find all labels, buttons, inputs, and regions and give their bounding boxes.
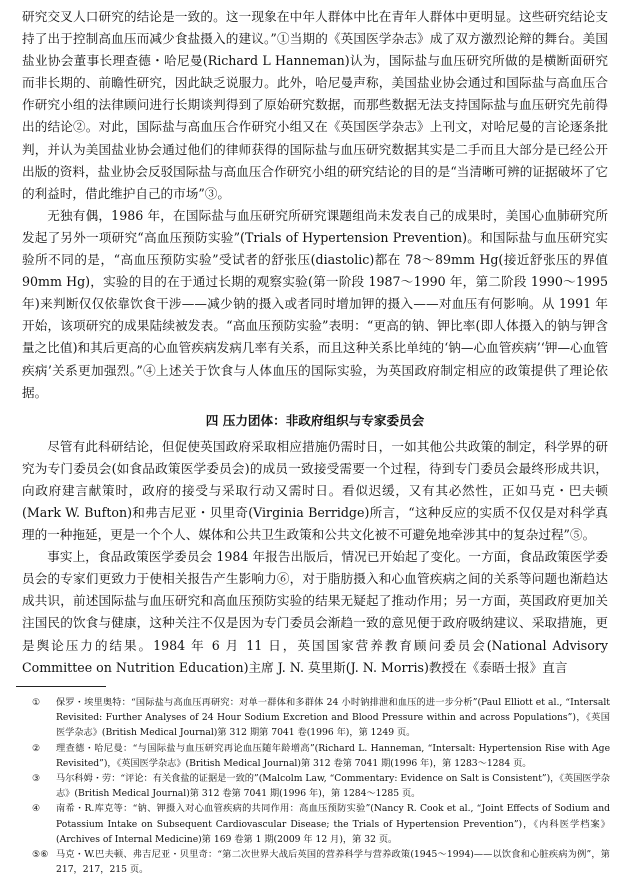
footnote-mark: ④ (32, 803, 41, 815)
paragraph-public-pressure: 事实上，食品政策医学委员会 1984 年报告出版后，情况已开始起了变化。一方面，食品政策医学委员会的专家们更致力于使相关报告产生影响力⑥，对于脂肪摄入和心血管疾病之间的关系等问题也渐趋达成共识，前述国际盐与血压研究和高血压预防实验的结果无疑起了推动作用；另一方面，英国政府更加关注国民的饮食与健康，这种关注不仅是因为专门委员会渐趋一致的意见便于政府吸纳建议、采取措施，更是舆论压力的结果。1984 年 6 月 11 日，英国国家营养教育顾问委员会(National Advisory Committee on Nutrition Education)主席 J. N. 莫里斯(J. N. Morris)教授在《泰晤士报》直言 (22, 549, 608, 675)
footnote-item (24, 801, 610, 847)
footnote-text: 理查德・哈尼曼：“与国际盐与血压研究再论血压随年龄增高”(Richard L. Hanneman, “Intersalt: Hypertension Rise with Age Revisited”)，《英国医学杂志》(British Medical Journal)第 312 卷第 7041 期(1996 年)，第 1283～1284 页。 (56, 742, 610, 769)
footnote-text: 马尔科姆・劳：“评论：有关食盐的证据是一致的”(Malcolm Law, “Commentary: Evidence on Salt is Consistent”)，《英国医学杂志》(British Medical Journal)第 312 卷第 7041 期(1996 年)，第 1284～1285 页。 (56, 773, 610, 800)
footnote-mark: ③ (32, 773, 41, 785)
footnote-item (24, 741, 610, 771)
footnote-text: 南希・R.库克等：“钠、钾摄入对心血管疾病的共同作用：高血压预防实验”(Nancy R. Cook et al., “Joint Effects of Sodium and Potassium Intake on Subsequent Cardiovascular Disease; the Trials of Hypertension Prevention”)，《内科医学档案》(Archives of Internal Medicine)第 169 卷第 1 期(2009 年 12 月)，第 32 页。 (56, 803, 610, 845)
footnotes (24, 695, 610, 877)
footnote-mark: ② (32, 742, 41, 754)
paragraph-intersalt-debate: 研究交叉人口研究的结论是一致的。这一现象在中年人群体中比在青年人群体中更明显。这些研究结论支持了出于控制高血压而减少食盐摄入的建议。”①当期的《英国医学杂志》成了双方激烈论辩的舞台。美国盐业协会董事长理查德・哈尼曼(Richard L Hanneman)认为，国际盐与血压研究所做的是横断面研究而非长期的、前瞻性研究，因此缺乏说服力。此外，哈尼曼声称，美国盐业协会通过和国际盐与高血压合作研究小组的法律顾问进行长期谈判得到了原始研究数据，而那些数据无法支持国际盐与血压研究先前得出的结论②。对此，国际盐与高血压合作研究小组又在《英国医学杂志》上刊文，对哈尼曼的言论逐条批判，并认为美国盐业协会通过他们的律师获得的国际盐与血压研究数据其实是二手而且大部分是已经公开出版的资料，盐业协会反驳国际盐与高血压合作研究小组的研究结论的目的是“当清晰可辨的证据破坏了它的利益时，借此维护自己的市场”③。 (22, 9, 608, 201)
footnote-mark: ⑤⑥ (32, 849, 49, 861)
footnote-item (24, 771, 610, 801)
footnote-text: 保罗・埃里奥特：“国际盐与高血压再研究：对单一群体和多群体 24 小时钠排泄和血压的进一步分析”(Paul Elliott et al., “Intersalt Revisited: Further Analyses of 24 Hour Sodium Excretion and Blood Pressure within and across Populations”)，《英国医学杂志》(British Medical Journal)第 312 期第 7041 卷(1996 年)，第 1249 页。 (56, 697, 610, 739)
page-body (22, 6, 608, 679)
footnote-mark: ① (32, 697, 41, 708)
paragraph-trials-of-hypertension: 无独有偶，1986 年，在国际盐与血压研究所研究课题组尚未发表自己的成果时，美国心血肺研究所发起了另外一项研究“高血压预防实验”(Trials of Hypertension Prevention)。和国际盐与血压研究实验所不同的是，“高血压预防实验”受试者的舒张压(diastolic)都在 78～89mm Hg(接近舒张压的界值 90mm Hg)，实验的目的在于通过长期的观察实验(第一阶段 1987～1990 年，第二阶段 1990～1995 年)来判断仅仅依靠饮食干涉——减少钠的摄入或者同时增加钾的摄入——对血压有何影响。从 1991 年开始，该项研究的成果陆续被发表。“高血压预防实验”表明：“更高的钠、钾比率(即人体摄入的钠与钾含量之比值)和其后更高的心血管疾病发病几率有关系，而且这种关系比单纯的‘钠—心血管疾病’‘钾—心血管疾病’关系更加强烈。”④上述关于饮食与人体血压的国际实验，为英国政府制定相应的政策提供了理论依据。 (22, 207, 608, 400)
footnote-item (24, 847, 610, 877)
footnote-text: 马克・W.巴夫顿、弗吉尼亚・贝里奇：“第二次世界大战后英国的营养科学与营养政策(1945～1994)——以饮食和心脏疾病为例”，第 217，217，215 页。 (56, 849, 610, 876)
section-heading: 四 压力团体：非政府组织与专家委员会 (205, 412, 425, 428)
footnote-item (24, 695, 610, 741)
footnote-divider (16, 686, 106, 687)
paragraph-committee-consensus: 尽管有此科研结论，但促使英国政府采取相应措施仍需时日，一如其他公共政策的制定，科学界的研究为专门委员会(如食品政策医学委员会)的成员一致接受需要一个过程，待到专门委员会最终形成共识，向政府建言献策时，政府的接受与采取行动又需时日。看似迟缓，又有其必然性，正如马克・巴夫顿(Mark W. Bufton)和弗吉尼亚・贝里奇(Virginia Berridge)所言，“这种反应的实质不仅仅是对科学真理的一种拖延，更是一个个人、媒体和公共卫生政策和公共文化被不可避免地牵涉其中的复杂过程”⑤。 (22, 438, 608, 543)
